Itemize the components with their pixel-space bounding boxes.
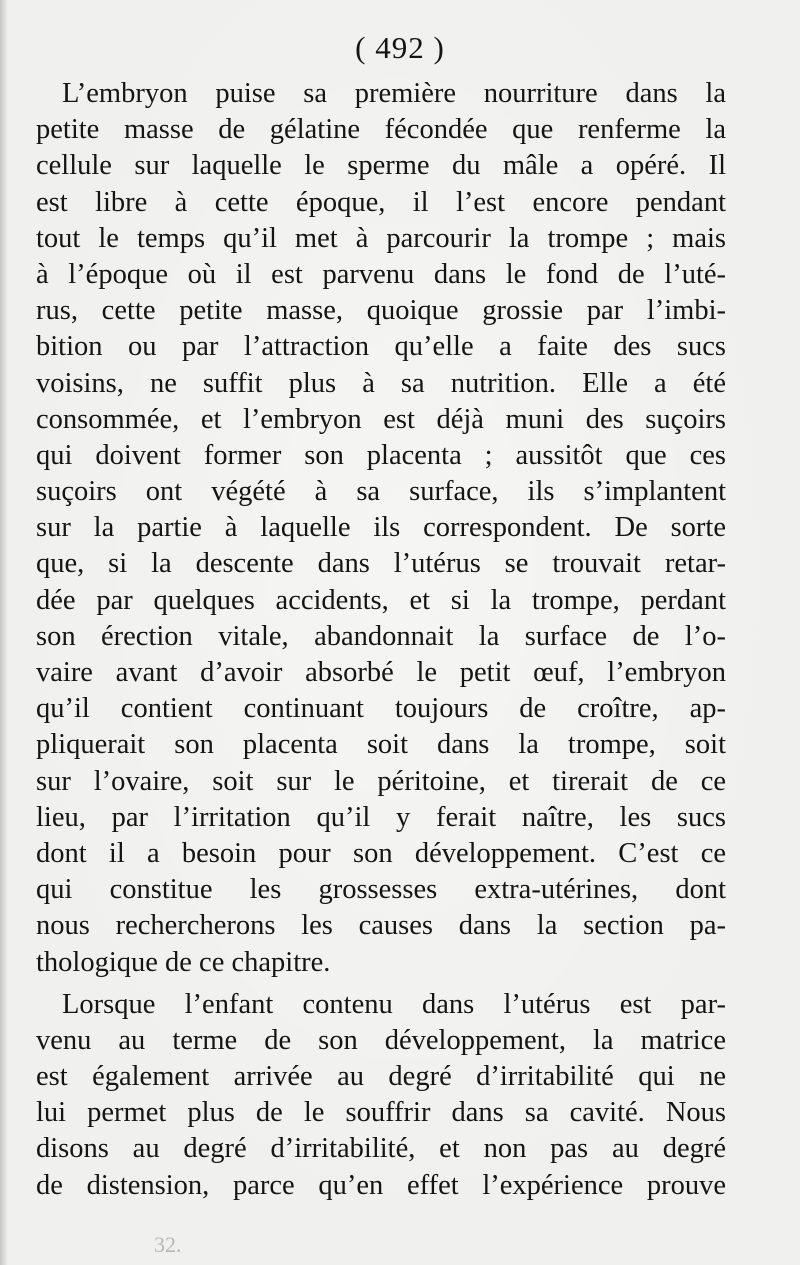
- text-line: L’embryon puise sa première nourriture dans la: [62, 78, 726, 109]
- text-line: lui permet plus de le souffrir dans sa cavité. Nous: [36, 1097, 726, 1129]
- text-line: dée par quelques accidents, et si la trompe, perdant: [36, 584, 726, 616]
- text-line: qui doivent former son placenta ; aussitôt que ces: [36, 439, 726, 471]
- text-line: consommée, et l’embryon est déjà muni des suçoirs: [36, 403, 726, 435]
- text-line: pliquerait son placenta soit dans la trompe, soit: [36, 729, 726, 761]
- text-line: vaire avant d’avoir absorbé le petit œuf, l’embryon: [36, 657, 726, 688]
- paragraph-1: [36, 76, 726, 981]
- text-line: bition ou par l’attraction qu’elle a faite des sucs: [36, 331, 726, 363]
- text-line: sur l’ovaire, soit sur le péritoine, et tirerait de ce: [36, 765, 726, 797]
- paragraph-2: [36, 987, 726, 1204]
- text-line: voisins, ne suffit plus à sa nutrition. Elle a été: [36, 367, 726, 399]
- signature-mark: 32.: [154, 1232, 182, 1257]
- text-line: Lorsque l’enfant contenu dans l’utérus est par-: [62, 988, 726, 1020]
- page-number: ( 492 ): [355, 30, 445, 65]
- text-line: lieu, par l’irritation qu’il y ferait naître, les sucs: [36, 801, 726, 833]
- text-line: suçoirs ont végété à sa surface, ils s’implantent: [36, 476, 726, 508]
- text-line: qu’il contient continuant toujours de croître, ap-: [36, 693, 726, 725]
- text-line: est libre à cette époque, il l’est encore pendant: [36, 186, 726, 218]
- text-line: thologique de ce chapitre.: [36, 946, 331, 978]
- page-edge-shadow: [0, 0, 8, 1265]
- text-line: tout le temps qu’il met à parcourir la trompe ; mais: [36, 222, 726, 254]
- text-line: nous rechercherons les causes dans la section pa-: [36, 910, 726, 942]
- text-line: que, si la descente dans l’utérus se trouvait retar-: [36, 548, 726, 580]
- text-line: sur la partie à laquelle ils correspondent. De sorte: [36, 512, 726, 544]
- text-line: est également arrivée au degré d’irritabilité qui ne: [36, 1061, 726, 1093]
- text-line: venu au terme de son développement, la matrice: [36, 1024, 726, 1056]
- text-line: dont il a besoin pour son développement. C’est ce: [36, 837, 726, 869]
- text-line: petite masse de gélatine fécondée que renferme la: [36, 114, 726, 146]
- body-text: [36, 76, 726, 1204]
- text-line: de distension, parce qu’en effet l’expérience prouve: [36, 1169, 726, 1201]
- text-line: qui constitue les grossesses extra-utérines, dont: [36, 874, 726, 906]
- text-line: à l’époque où il est parvenu dans le fond de l’uté-: [36, 258, 726, 290]
- text-line: rus, cette petite masse, quoique grossie par l’imbi-: [36, 295, 726, 327]
- text-line: cellule sur laquelle le sperme du mâle a opéré. Il: [36, 150, 726, 182]
- text-line: disons au degré d’irritabilité, et non pas au degré: [36, 1133, 726, 1165]
- text-line: son érection vitale, abandonnait la surface de l’o-: [36, 620, 726, 652]
